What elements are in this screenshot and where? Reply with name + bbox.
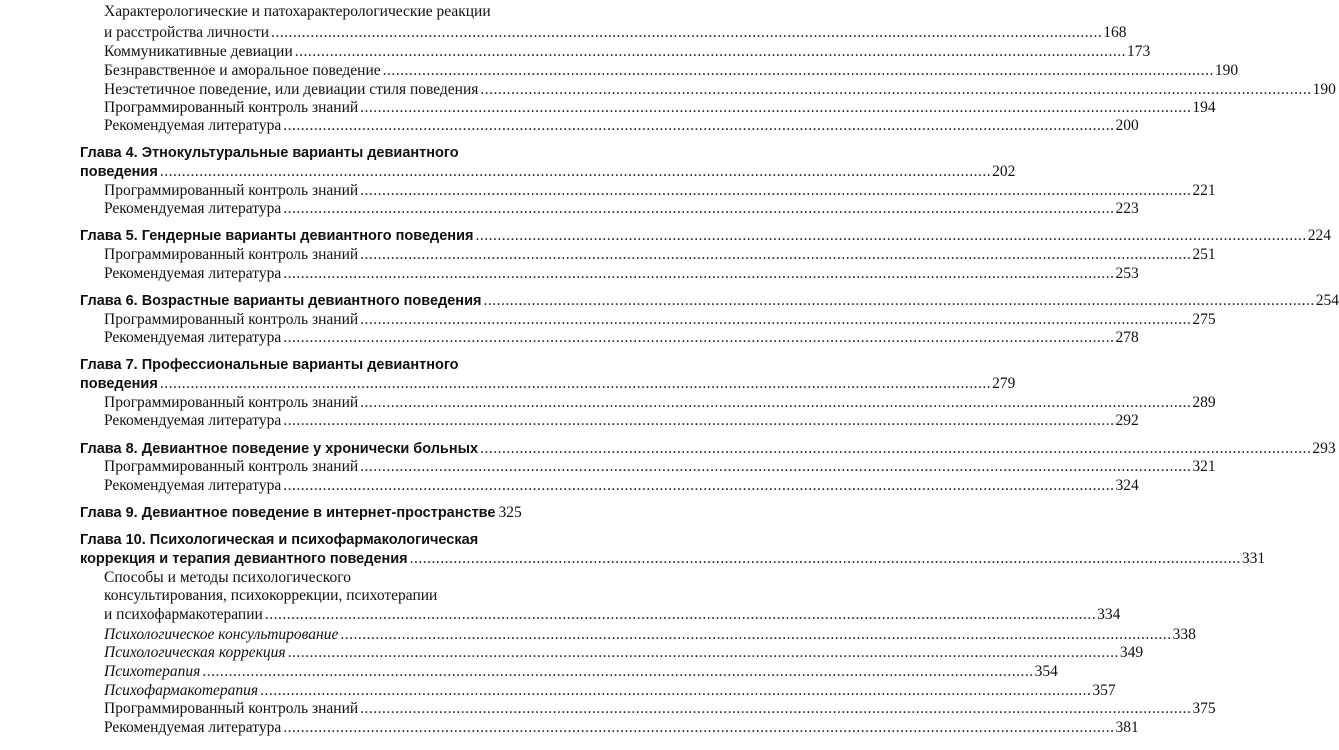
toc-line-content [80,143,516,163]
toc-line-content [80,226,1331,246]
toc-entry-title: Рекомендуемая литература [104,412,282,430]
toc-entry-title: и психофармакотерапии [104,605,263,623]
toc-entry-title: Глава 6. Возрастные варианты девиантного поведения [80,292,482,309]
toc-line-content [104,199,1139,219]
toc-line-content [80,530,516,550]
toc-page-number: 190 [1214,61,1239,79]
toc-line-content [80,162,1016,182]
toc-entry-line [0,643,1144,663]
dot-leader [360,181,1191,201]
toc-entry-title: Рекомендуемая литература [104,200,282,218]
toc-line-content [104,23,1127,43]
toc-chapter-line [0,549,1266,569]
toc-entry-line [0,411,1139,431]
dot-leader [360,457,1191,477]
toc-line-content [104,568,516,588]
toc-entry-line [0,199,1139,219]
dot-leader [283,264,1114,284]
toc-page-number: 338 [1172,625,1196,643]
toc-line-content [80,374,1016,394]
toc-chapter-line [0,503,600,523]
toc-page-number: 334 [1097,605,1121,623]
toc-page-number: 275 [1192,310,1216,328]
toc-page-number: 190 [1312,80,1336,98]
toc-entry-line [0,457,1216,477]
dot-leader [360,310,1191,330]
toc-page-number: 357 [1092,681,1116,699]
toc-entry-title: Неэстетичное поведение, или девиации стиля поведения [104,80,479,98]
toc-entry-title: и расстройства личности [104,23,270,41]
toc-page-number: 202 [992,162,1016,180]
toc-page-number: 349 [1119,644,1144,662]
toc-entry-line [0,393,1216,413]
toc-page-number: 221 [1192,181,1216,199]
toc-page-number: 173 [1127,43,1151,61]
toc-page-number: 224 [1307,227,1331,245]
toc-entry-line [0,61,1239,81]
toc-entry-title: Психофармакотерапия [104,681,259,699]
toc-entry-title: Характерологические и патохарактерологические реакции [104,3,491,20]
toc-entry-title: Глава 4. Этнокультуральные варианты девиантного [80,145,459,162]
toc-entry-title: Рекомендуемая литература [104,719,282,736]
dot-leader [480,439,1311,459]
toc-line-content [80,355,516,375]
dot-leader [483,291,1314,311]
toc-line-content [80,503,522,523]
toc-page-number: 381 [1115,719,1139,736]
toc-line-content [104,586,516,606]
toc-entry-title: Программированный контроль знаний [104,310,359,328]
toc-line-content [104,181,1216,201]
toc-line-content [80,549,1266,569]
toc-entry-title: Способы и методы психологического [104,568,351,586]
toc-chapter-line [0,226,1331,246]
dot-leader [283,411,1114,431]
toc-entry-title: Программированный контроль знаний [104,99,359,117]
toc-entry-title: Рекомендуемая литература [104,329,282,347]
toc-page-number: 254 [1315,291,1339,309]
dot-leader [271,23,1102,43]
dot-leader [360,245,1191,265]
toc-chapter-line [0,355,600,375]
toc-entry-line [0,662,1058,682]
toc-entry-title: поведения [80,163,158,180]
dot-leader [288,643,1119,663]
dot-leader [265,605,1096,625]
toc-line-content [104,411,1139,431]
toc-entry-title: Программированный контроль знаний [104,393,359,411]
toc-entry-line [0,2,600,22]
dot-leader [160,374,991,394]
toc-entry-title: Безнравственное и аморальное поведение [104,61,381,79]
toc-chapter-line [0,291,1339,311]
toc-page-number: 293 [1312,439,1336,457]
toc-entry-line [0,568,600,588]
toc-entry-title: Рекомендуемая литература [104,117,282,135]
toc-entry-title: Программированный контроль знаний [104,458,359,476]
toc-entry-line [0,699,1216,719]
toc-line-content [104,643,1144,663]
toc-entry-title: коррекция и терапия девиантного поведения [80,550,408,567]
toc-line-content [104,476,1139,496]
dot-leader [283,476,1114,496]
toc-entry-line [0,42,1151,62]
toc-line-content [104,245,1216,265]
toc-entry-title: Программированный контроль знаний [104,246,359,264]
toc-line-content [104,393,1216,413]
dot-leader [360,393,1191,413]
dot-leader [160,162,991,182]
dot-leader [475,226,1306,246]
toc-line-content [104,310,1216,330]
toc-entry-line [0,181,1216,201]
dot-leader [283,718,1114,738]
toc-entry-line [0,625,1196,645]
dot-leader [260,681,1091,701]
toc-entry-title: Психологическая коррекция [104,644,286,662]
toc-entry-line [0,328,1139,348]
dot-leader [480,80,1311,100]
dot-leader [202,662,1033,682]
toc-entry-line [0,23,1127,43]
toc-entry-title: Глава 5. Гендерные варианты девиантного поведения [80,228,474,245]
toc-line-content [104,681,1116,701]
dot-leader [283,116,1114,136]
toc-line-content [104,718,1139,738]
toc-entry-line [0,718,1139,738]
toc-entry-line [0,310,1216,330]
toc-entry-title: Глава 8. Девиантное поведение у хронически больных [80,440,479,457]
toc-entry-title: Глава 9. Девиантное поведение в интернет-пространстве [80,505,496,521]
toc-page-number: 324 [1115,476,1139,494]
toc-page-number: 194 [1192,99,1216,117]
toc-line-content [104,662,1058,682]
dot-leader [340,625,1171,645]
toc-page-number: 375 [1192,700,1216,718]
toc-line-content [80,291,1339,311]
toc-page-number: 251 [1192,246,1216,264]
dot-leader [283,199,1114,219]
toc-line-content [104,264,1139,284]
toc-page-number: 321 [1192,458,1216,476]
toc-line-content [104,42,1151,62]
toc-entry-title: Рекомендуемая литература [104,476,282,494]
toc-entry-title: Программированный контроль знаний [104,700,359,718]
toc-entry-line [0,476,1139,496]
toc-line-content [104,699,1216,719]
toc-chapter-line [0,162,1016,182]
toc-line-content [104,2,516,22]
toc-page-number: 278 [1115,329,1139,347]
toc-page-number: 354 [1034,662,1058,680]
dot-leader [383,61,1214,81]
toc-entry-line [0,586,600,606]
toc-chapter-line [0,530,600,550]
toc-entry-line [0,264,1139,284]
toc-entry-title: Психологическое консультирование [104,625,339,643]
toc-entry-title: Психотерапия [104,662,201,680]
toc-line-content [104,328,1139,348]
toc-page-number: 292 [1115,412,1139,430]
dot-leader [360,699,1191,719]
toc-entry-title: Коммуникативные девиации [104,43,293,61]
toc-page-number: 223 [1115,200,1139,218]
toc-page-number: 331 [1241,549,1266,567]
toc-line-content [104,116,1139,136]
toc-page-number: 253 [1115,264,1139,282]
toc-line-content [104,457,1216,477]
toc-line-content [104,80,1336,100]
toc-entry-title: Программированный контроль знаний [104,181,359,199]
toc-line-content [80,439,1336,459]
toc-entry-line [0,245,1216,265]
toc-chapter-line [0,374,1016,394]
toc-entry-title: Глава 10. Психологическая и психофармакологическая [80,532,479,549]
toc-entry-line [0,80,1336,100]
toc-page-number: 200 [1115,117,1139,135]
toc-line-content [104,61,1239,81]
toc-entry-title: Рекомендуемая литература [104,264,282,282]
dot-leader [410,549,1241,569]
toc-chapter-line [0,143,600,163]
toc-entry-line [0,605,1121,625]
toc-page-number: 279 [992,375,1016,393]
toc-entry-line [0,116,1139,136]
toc-page-number: 325 [498,504,522,521]
toc-entry-line [0,681,1116,701]
toc-chapter-line [0,439,1336,459]
toc-entry-title: поведения [80,376,158,393]
toc-line-content [104,625,1196,645]
toc-entry-title: Глава 7. Профессиональные варианты девиантного [80,357,459,374]
toc-line-content [104,605,1121,625]
toc-page-number: 289 [1192,393,1216,411]
toc-entry-title: консультирования, психокоррекции, психотерапии [104,587,438,605]
toc-page-number: 168 [1103,23,1127,41]
dot-leader [295,42,1126,62]
dot-leader [283,328,1114,348]
